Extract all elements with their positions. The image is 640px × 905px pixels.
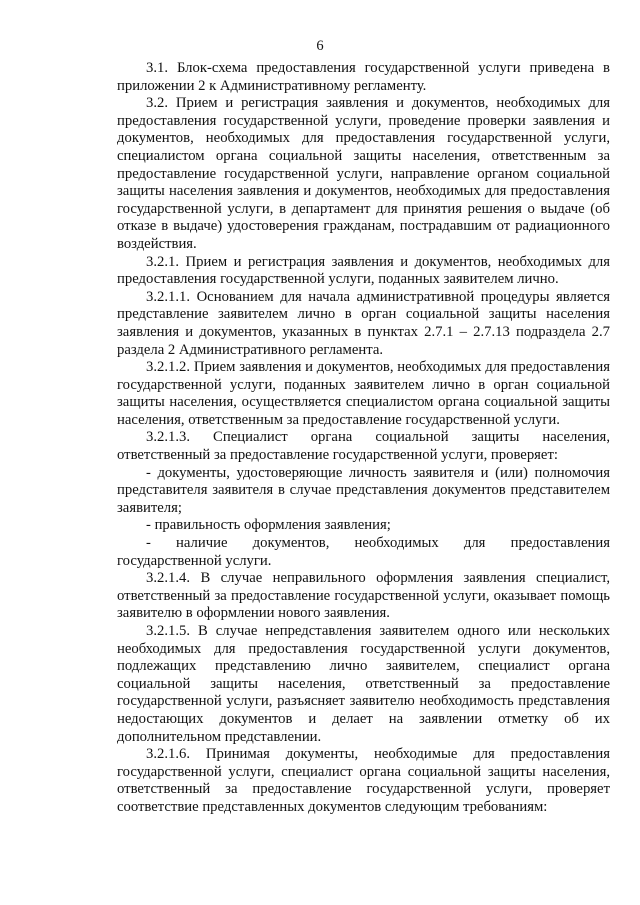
paragraph-3-2-1-4: 3.2.1.4. В случае неправильного оформления заявления специалист, ответственный за предоставление государственной услуги, оказывает помощь заявителю в оформлении нового заявления. [117,570,610,622]
paragraph-3-2: 3.2. Прием и регистрация заявления и документов, необходимых для предоставления государственной услуги, проведение проверки заявления и документов, необходимых для предоставления государственной услуги, специалистом органа социальной защиты населения, ответственным за предоставление государственной услуги, направление органом социальной защиты населения заявления и документов, необходимых для предоставления государственной услуги, в департамент для принятия решения о выдаче (об отказе в выдаче) удостоверения гражданам, пострадавшим от радиационного воздействия. [117,95,610,252]
document-body [117,60,610,817]
paragraph-3-1: 3.1. Блок-схема предоставления государственной услуги приведена в приложении 2 к Административному регламенту. [117,60,610,94]
paragraph-3-2-1-5: 3.2.1.5. В случае непредставления заявителем одного или нескольких необходимых для предоставления государственной услуги документов, подлежащих представлению лично заявителем, специалист органа социальной защиты населения, ответственный за предоставление государственной услуги, разъясняет заявителю необходимость представления недостающих документов и делает на заявлении отметку об их дополнительном представлении. [117,623,610,745]
list-item-identity-documents: - документы, удостоверяющие личность заявителя и (или) полномочия представителя заявителя в случае представления документов представителем заявителя; [117,464,610,516]
paragraph-3-2-1-3: 3.2.1.3. Специалист органа социальной защиты населения, ответственный за предоставление государственной услуги, проверяет: [117,429,610,464]
list-item-application-correctness: - правильность оформления заявления; [146,517,391,534]
paragraph-3-2-1-1: 3.2.1.1. Основанием для начала административной процедуры является представление заявителем лично в орган социальной защиты населения заявления и документов, указанных в пунктах 2.7.1 – 2.7.13 подраздела 2.7 раздела 2 Административного регламента. [117,288,610,358]
paragraph-3-2-1-6: 3.2.1.6. Принимая документы, необходимые для предоставления государственной услуги, специалист органа социальной защиты населения, ответственный за предоставление государственной услуги, проверяет соответствие представленных документов следующим требованиям: [117,746,610,815]
paragraph-3-2-1: 3.2.1. Прием и регистрация заявления и документов, необходимых для предоставления государственной услуги, поданных заявителем лично. [117,253,610,288]
paragraph-3-2-1-2: 3.2.1.2. Прием заявления и документов, необходимых для предоставления государственной услуги, поданных заявителем лично в орган социальной защиты населения, осуществляется специалистом органа социальной защиты населения, ответственным за предоставление государственной услуги. [117,359,610,428]
list-item-required-documents: - наличие документов, необходимых для предоставления государственной услуги. [117,535,610,569]
page-number: 6 [316,38,324,54]
